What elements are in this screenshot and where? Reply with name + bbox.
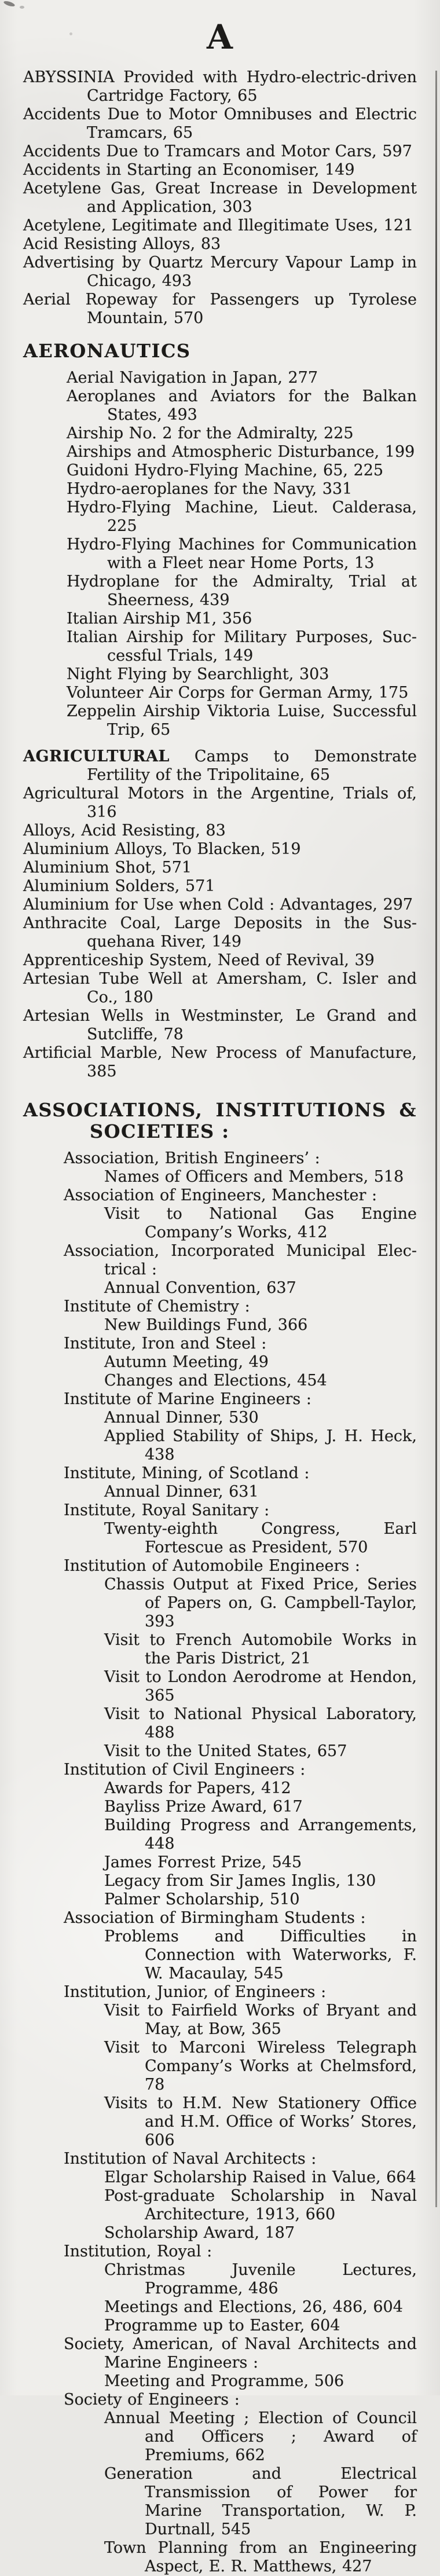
index-entry: Volunteer Air Corps for German Army, 175 xyxy=(67,684,409,702)
group-name: Institution, Royal : xyxy=(64,2242,212,2260)
index-entry: Night Flying by Searchlight, 303 xyxy=(67,665,329,683)
index-entry: Italian Airship M1, 356 xyxy=(67,610,252,628)
group-entry: New Buildings Fund, 366 xyxy=(104,1316,308,1334)
group-entry: Christmas Juvenile Lectures, Programme, 486 xyxy=(104,2261,417,2297)
index-entry: Accidents in Starting an Economiser, 149 xyxy=(23,161,355,179)
group-name: Association of Birmingham Students : xyxy=(64,1909,366,1927)
society-group xyxy=(23,1761,417,1909)
index-entry: Hydro-Flying Machine, Lieut. Calderasa, 225 xyxy=(67,499,417,535)
a-entries-continued xyxy=(23,747,417,1081)
letter-heading: A xyxy=(206,17,233,57)
society-group xyxy=(23,1186,417,1242)
group-entry: Elgar Scholarship Raised in Value, 664 xyxy=(104,2168,416,2186)
group-entry: Autumn Meeting, 49 xyxy=(104,1353,269,1371)
group-entry: Visits to H.M. New Stationery Office and H.M. Office of Works’ Stores, 606 xyxy=(104,2094,417,2149)
column-divider-rule xyxy=(435,71,437,2207)
index-entry: Aluminium Shot, 571 xyxy=(23,859,192,877)
group-entry: Visit to Fairfield Works of Bryant and May, at Bow, 365 xyxy=(104,2002,417,2038)
group-entry: Programme up to Easter, 604 xyxy=(104,2317,340,2335)
group-entry: Visit to National Gas Engine Company’s Works, 412 xyxy=(104,1205,417,1241)
index-entry: Aluminium Alloys, To Blacken, 519 xyxy=(23,840,301,858)
group-entry: Bayliss Prize Award, 617 xyxy=(104,1798,303,1816)
scan-artifact-speck xyxy=(3,0,15,8)
group-entry: Annual Convention, 637 xyxy=(104,1279,296,1297)
index-entry: Acetylene, Legitimate and Illegitimate Uses, 121 xyxy=(23,217,414,234)
group-entry: Post-graduate Scholarship in Naval Architecture, 1913, 660 xyxy=(104,2187,417,2223)
society-group xyxy=(23,1501,417,1557)
society-group xyxy=(23,1149,417,1186)
group-entry: Awards for Papers, 412 xyxy=(104,1779,291,1797)
society-group xyxy=(23,2335,417,2391)
group-entry: Visit to the United States, 657 xyxy=(104,1742,347,1760)
index-entry: ABYSSINIA Provided with Hydro-electric-driven Cartridge Factory, 65 xyxy=(23,68,417,105)
group-name: Society, American, of Naval Architects and Marine Engineers : xyxy=(64,2335,417,2372)
group-name: Institute of Chemistry : xyxy=(64,1298,250,1316)
societies-groups xyxy=(23,1149,417,2576)
society-group xyxy=(23,1464,417,1501)
index-entry: Accidents Due to Tramcars and Motor Cars, 597 xyxy=(23,142,412,160)
society-group xyxy=(23,2242,417,2335)
group-name: Institute, Iron and Steel : xyxy=(64,1335,267,1353)
index-entry: Apprenticeship System, Need of Revival, 39 xyxy=(23,951,375,969)
index-entry: Aluminium Solders, 571 xyxy=(23,877,215,895)
group-name: Institute, Royal Sanitary : xyxy=(64,1501,270,1519)
index-entry: Airship No. 2 for the Admiralty, 225 xyxy=(67,424,354,442)
society-group xyxy=(23,1242,417,1298)
group-entry: Visit to National Physical Laboratory, 488 xyxy=(104,1705,417,1742)
society-group xyxy=(23,1909,417,1983)
index-entry: Aluminium for Use when Cold : Advantages, 297 xyxy=(23,896,413,914)
group-name: Institute, Mining, of Scotland : xyxy=(64,1464,310,1482)
index-entry: Zeppelin Airship Viktoria Luise, Successful Trip, 65 xyxy=(67,702,417,739)
group-name: Institution of Naval Architects : xyxy=(64,2150,317,2168)
index-entry: Hydro-aeroplanes for the Navy, 331 xyxy=(67,480,353,498)
index-entry: Aeroplanes and Aviators for the Balkan States, 493 xyxy=(67,387,417,424)
group-entry: Applied Stability of Ships, J. H. Heck, 438 xyxy=(104,1427,417,1464)
group-entry: Annual Dinner, 530 xyxy=(104,1409,259,1427)
index-entry: Hydro-Flying Machines for Communication with a Fleet near Home Ports, 13 xyxy=(67,536,417,572)
index-entry: Accidents Due to Motor Omnibuses and Electric Tramcars, 65 xyxy=(23,105,417,142)
society-group xyxy=(23,1335,417,1390)
society-group xyxy=(23,2391,417,2576)
group-entry: Legacy from Sir James Inglis, 130 xyxy=(104,1872,376,1890)
aeronautics-entries xyxy=(23,369,417,739)
index-entry: Anthracite Coal, Large Deposits in the Susquehana River, 149 xyxy=(23,914,417,951)
society-group xyxy=(23,1298,417,1335)
scan-artifact-speck xyxy=(69,32,72,35)
group-entry: Scholarship Award, 187 xyxy=(104,2224,295,2242)
group-entry: Meeting and Programme, 506 xyxy=(104,2372,344,2390)
society-group xyxy=(23,2150,417,2242)
society-group xyxy=(23,1983,417,2150)
group-entry: Changes and Elections, 454 xyxy=(104,1372,327,1390)
group-name: Institution of Automobile Engineers : xyxy=(64,1557,360,1575)
group-name: Association, British Engineers’ : xyxy=(64,1149,320,1167)
index-entry: Artesian Wells in Westminster, Le Grand and Sutcliffe, 78 xyxy=(23,1007,417,1043)
group-entry: Chassis Output at Fixed Price, Series of Papers on, G. Campbell-Taylor, 393 xyxy=(104,1575,417,1630)
group-name: Society of Engineers : xyxy=(64,2391,240,2409)
group-name: Institute of Marine Engineers : xyxy=(64,1390,311,1408)
society-group xyxy=(23,1390,417,1464)
index-entry: Guidoni Hydro-Flying Machine, 65, 225 xyxy=(67,461,384,479)
society-group xyxy=(23,1557,417,1761)
group-entry: Meetings and Elections, 26, 486, 604 xyxy=(104,2298,403,2316)
group-entry: Twenty-eighth Congress, Earl Fortescue as President, 570 xyxy=(104,1520,417,1556)
index-content xyxy=(23,68,417,2576)
group-name: Institution, Junior, of Engineers : xyxy=(64,1983,327,2001)
group-entry: Generation and Electrical Transmission of Power for Marine Transportation, W. P. Durtnall, 545 xyxy=(104,2465,417,2538)
section-heading: ASSOCIATIONS, INSTITUTIONS & SOCIETIES : xyxy=(23,1099,417,1142)
index-entry: Advertising by Quartz Mercury Vapour Lamp in Chicago, 493 xyxy=(23,254,417,290)
index-entry: Airships and Atmospheric Disturbance, 199 xyxy=(67,443,415,461)
index-entry: Artificial Marble, New Process of Manufacture, 385 xyxy=(23,1044,417,1080)
group-entry: James Forrest Prize, 545 xyxy=(104,1853,302,1871)
entry-lead: AGRICULTURAL xyxy=(23,747,170,765)
a-entries xyxy=(23,68,417,328)
group-entry: Town Planning from an Engineering Aspect, E. R. Matthews, 427 xyxy=(104,2539,417,2575)
group-entry: Visit to London Aerodrome at Hendon, 365 xyxy=(104,1668,417,1705)
group-name: Institution of Civil Engineers : xyxy=(64,1761,306,1779)
index-entry: Artesian Tube Well at Amersham, C. Isler and Co., 180 xyxy=(23,970,417,1006)
index-entry: AGRICULTURAL Camps to Demonstrate Fertility of the Tripolitaine, 65 xyxy=(23,747,417,784)
scan-artifact-speck xyxy=(20,6,24,9)
group-entry: Annual Dinner, 631 xyxy=(104,1483,259,1501)
group-entry: Problems and Difficulties in Connection with Waterworks, F. W. Macaulay, 545 xyxy=(104,1928,417,1983)
group-name: Association of Engineers, Manchester : xyxy=(64,1186,377,1204)
group-entry: Building Progress and Arrangements, 448 xyxy=(104,1816,417,1853)
group-name: Association, Incorporated Municipal Electrical : xyxy=(64,1242,417,1278)
index-entry: Agricultural Motors in the Argentine, Trials of, 316 xyxy=(23,785,417,821)
index-entry: Acid Resisting Alloys, 83 xyxy=(23,235,221,253)
group-entry: Names of Officers and Members, 518 xyxy=(104,1168,404,1186)
index-entry: Alloys, Acid Resisting, 83 xyxy=(23,822,226,840)
section-heading: AERONAUTICS xyxy=(23,340,191,362)
index-entry: Aerial Navigation in Japan, 277 xyxy=(67,369,318,387)
group-entry: Visit to Marconi Wireless Telegraph Company’s Works at Chelmsford, 78 xyxy=(104,2039,417,2094)
group-entry: Visit to French Automobile Works in the Paris District, 21 xyxy=(104,1631,417,1668)
index-entry: Italian Airship for Military Purposes, Successful Trials, 149 xyxy=(67,628,417,665)
index-entry: Aerial Ropeway for Passengers up Tyrolese Mountain, 570 xyxy=(23,291,417,327)
index-entry: Acetylene Gas, Great Increase in Development and Application, 303 xyxy=(23,179,417,216)
group-entry: Palmer Scholarship, 510 xyxy=(104,1890,300,1908)
group-entry: Annual Meeting ; Election of Council and Officers ; Award of Premiums, 662 xyxy=(104,2409,417,2464)
index-entry: Hydroplane for the Admiralty, Trial at Sheerness, 439 xyxy=(67,573,417,609)
